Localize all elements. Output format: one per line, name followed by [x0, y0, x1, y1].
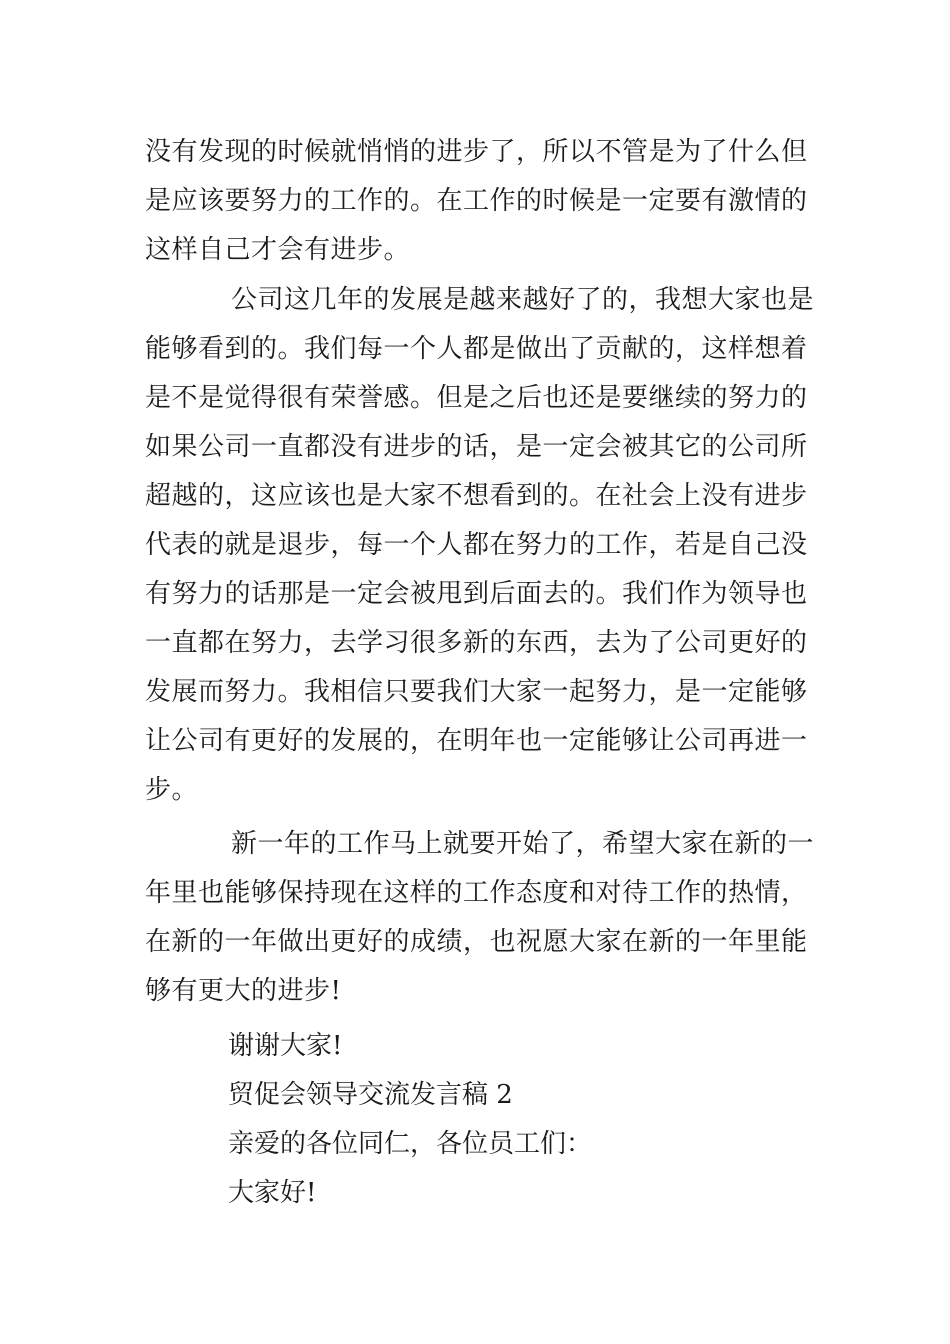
paragraph-line: 是应该要努力的工作的。在工作的时候是一定要有激情的 [145, 186, 808, 216]
greeting-line: 亲爱的各位同仁，各位员工们： [228, 1129, 593, 1159]
thanks-line: 谢谢大家! [228, 1031, 343, 1061]
paragraph-line: 发展而努力。我相信只要我们大家一起努力，是一定能够 [145, 677, 808, 707]
paragraph-line: 能够看到的。我们每一个人都是做出了贡献的，这样想着 [145, 334, 808, 364]
paragraph-line: 有努力的话那是一定会被甩到后面去的。我们作为领导也 [145, 579, 808, 609]
paragraph-line: 让公司有更好的发展的，在明年也一定能够让公司再进一 [145, 726, 808, 756]
paragraph-line: 新一年的工作马上就要开始了，希望大家在新的一 [231, 829, 815, 859]
paragraph-line: 步。 [145, 775, 199, 805]
paragraph-line: 公司这几年的发展是越来越好了的，我想大家也是 [231, 285, 815, 315]
paragraph-line: 超越的，这应该也是大家不想看到的。在社会上没有进步 [145, 481, 808, 511]
paragraph-line: 没有发现的时候就悄悄的进步了，所以不管是为了什么但 [145, 137, 808, 167]
paragraph-line: 代表的就是退步，每一个人都在努力的工作，若是自己没 [145, 530, 808, 560]
paragraph-line: 一直都在努力，去学习很多新的东西，去为了公司更好的 [145, 628, 808, 658]
hello-line: 大家好! [228, 1178, 317, 1208]
paragraph-line: 够有更大的进步! [145, 976, 342, 1006]
paragraph-line: 是不是觉得很有荣誉感。但是之后也还是要继续的努力的 [145, 383, 808, 413]
paragraph-line: 如果公司一直都没有进步的话，是一定会被其它的公司所 [145, 432, 808, 462]
paragraph-2 [145, 276, 815, 815]
paragraph-line: 年里也能够保持现在这样的工作态度和对待工作的热情， [145, 878, 808, 908]
paragraph-1 [145, 128, 810, 275]
paragraph-line: 这样自己才会有进步。 [145, 235, 411, 265]
paragraph-line: 在新的一年做出更好的成绩，也祝愿大家在新的一年里能 [145, 927, 808, 957]
paragraph-3 [145, 820, 815, 1016]
section-title: 贸促会领导交流发言稿 2 [228, 1080, 513, 1110]
